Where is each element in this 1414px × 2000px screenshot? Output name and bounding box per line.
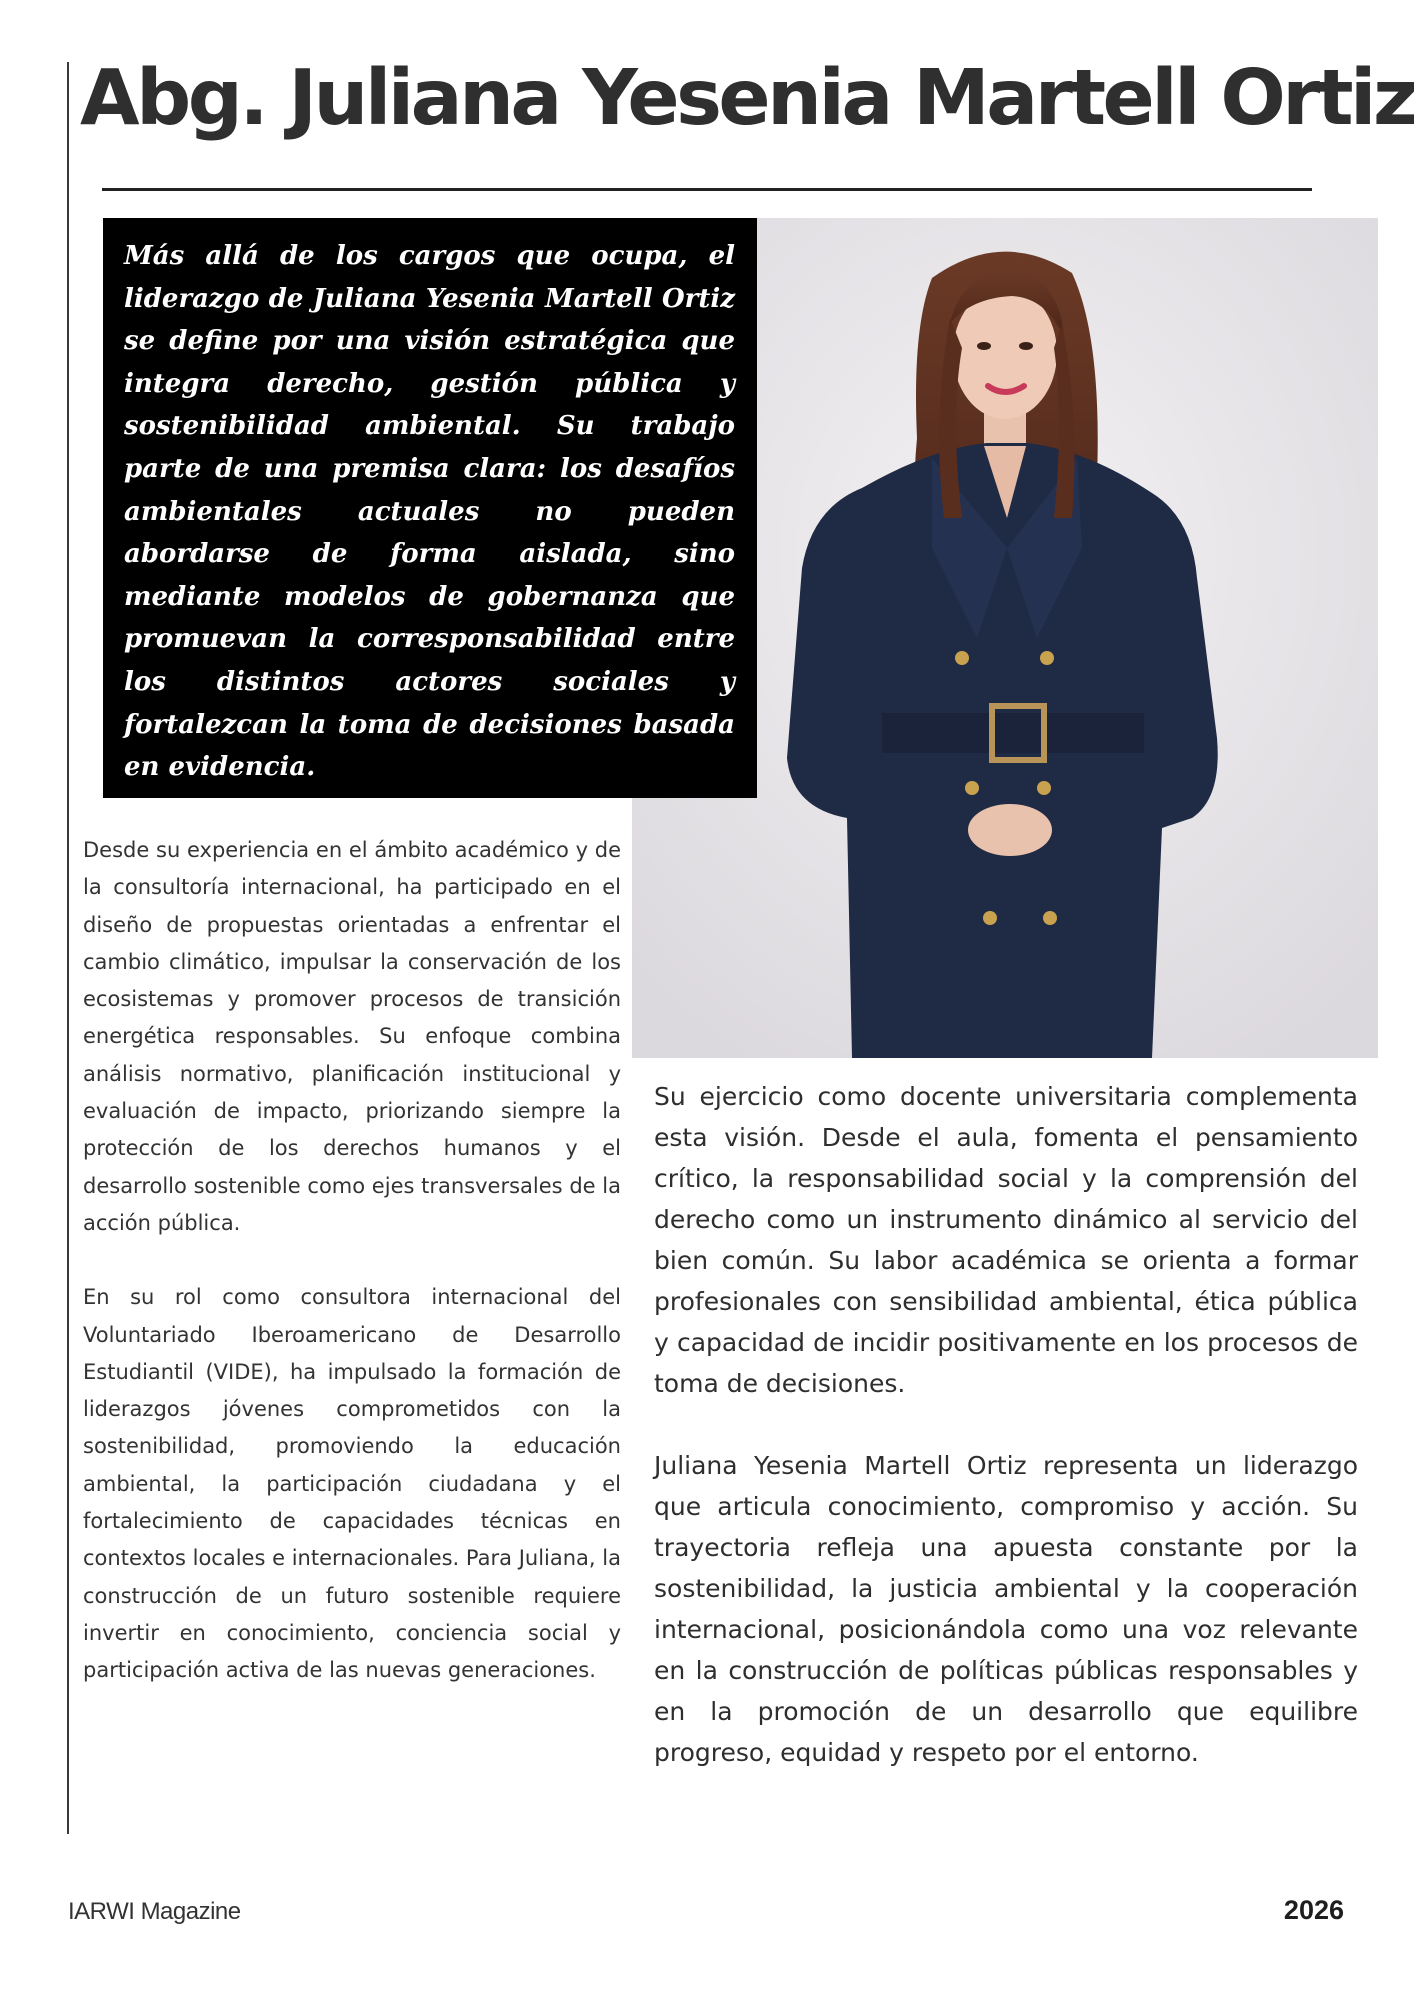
right-column [654, 1076, 1358, 1773]
body-paragraph: Su ejercicio como docente universitaria complementa esta visión. Desde el aula, fomenta el pensamiento crítico, la responsabilidad social y la comprensión del derecho como un instrumento dinámico al servicio del bien común. Su labor académica se orienta a formar profesionales con sensibilidad ambiental, ética pública y capacidad de incidir positivamente en los procesos de toma de decisiones. [654, 1082, 1358, 1398]
article-title: Abg. Juliana Yesenia Martell Ortiz [80, 54, 1414, 143]
left-column [83, 832, 621, 1690]
title-divider [102, 188, 1312, 191]
pull-quote-box [103, 218, 757, 798]
footer-publication: IARWI Magazine [68, 1898, 241, 1925]
pull-quote-text: Más allá de los cargos que ocupa, el liderazgo de Juliana Yesenia Martell Ortiz se define por una visión estratégica que integra derecho, gestión pública y sostenibilidad ambiental. Su trabajo parte de una premisa clara: los desafíos ambientales actuales no pueden abordarse de forma aislada, sino mediante modelos de gobernanza que promuevan la corresponsabilidad entre los distintos actores sociales y fortalezcan la toma de decisiones basada en evidencia. [124, 241, 735, 783]
left-margin-rule [67, 62, 69, 1834]
body-paragraph: En su rol como consultora internacional del Voluntariado Iberoamericano de Desarrollo Estudiantil (VIDE), ha impulsado la formación de liderazgos jóvenes comprometidos con la sostenibilidad, promoviendo la educación ambiental, la participación ciudadana y el fortalecimiento de capacidades técnicas en contextos locales e internacionales. Para Juliana, la construcción de un futuro sostenible requiere invertir en conocimiento, conciencia social y participación activa de las nuevas generaciones. [83, 1285, 621, 1683]
body-paragraph: Juliana Yesenia Martell Ortiz representa un liderazgo que articula conocimiento, compromiso y acción. Su trayectoria refleja una apuesta constante por la sostenibilidad, la justicia ambiental y la cooperación internacional, posicionándola como una voz relevante en la construcción de políticas públicas responsables y en la promoción de un desarrollo que equilibre progreso, equidad y respeto por el entorno. [654, 1451, 1358, 1767]
body-paragraph: Desde su experiencia en el ámbito académico y de la consultoría internacional, ha participado en el diseño de propuestas orientadas a enfrentar el cambio climático, impulsar la conservación de los ecosistemas y promover procesos de transición energética responsables. Su enfoque combina análisis normativo, planificación institucional y evaluación de impacto, priorizando siempre la protección de los derechos humanos y el desarrollo sostenible como ejes transversales de la acción pública. [83, 838, 621, 1235]
footer-year: 2026 [1283, 1895, 1344, 1925]
